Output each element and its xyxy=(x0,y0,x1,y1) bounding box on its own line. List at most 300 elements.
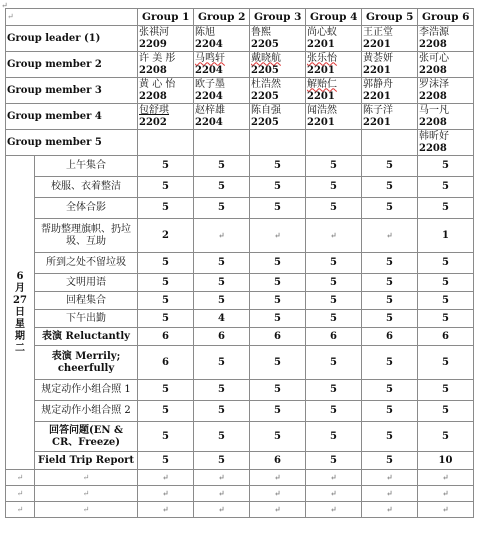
score-cell[interactable] xyxy=(306,198,362,219)
score-value: 5 xyxy=(386,294,393,306)
role-label[interactable]: Group member 5 xyxy=(6,130,138,156)
corner-paragraph-mark: ↵ xyxy=(1,1,8,10)
score-cell[interactable] xyxy=(138,502,194,518)
member-cell[interactable] xyxy=(138,52,194,78)
score-cell[interactable] xyxy=(250,502,306,518)
score-cell[interactable] xyxy=(250,219,306,253)
score-value: 5 xyxy=(162,312,169,324)
date-char: 期 xyxy=(15,330,25,342)
score-value: 5 xyxy=(442,294,449,306)
member-name: 陈自强 xyxy=(251,104,282,116)
score-value: 5 xyxy=(442,181,449,192)
score-cell[interactable] xyxy=(194,328,250,346)
score-cell[interactable] xyxy=(306,219,362,253)
score-value: 5 xyxy=(274,356,281,368)
score-value: 5 xyxy=(274,405,281,416)
score-cell[interactable] xyxy=(418,219,474,253)
class-code: 2201 xyxy=(307,116,335,128)
score-cell[interactable] xyxy=(362,198,418,219)
score-cell[interactable] xyxy=(362,156,418,177)
activity-row xyxy=(6,470,474,486)
activity-label[interactable] xyxy=(35,346,138,380)
cell-mark: ↵ xyxy=(274,230,281,240)
score-value: 5 xyxy=(442,257,449,268)
member-cell[interactable] xyxy=(418,130,474,156)
score-value: 5 xyxy=(386,454,393,466)
score-cell[interactable] xyxy=(250,401,306,422)
score-cell[interactable] xyxy=(138,310,194,328)
member-cell[interactable] xyxy=(362,78,418,104)
member-cell[interactable] xyxy=(362,26,418,52)
score-value: 5 xyxy=(274,276,281,288)
activity-row xyxy=(6,452,474,470)
member-cell[interactable] xyxy=(306,78,362,104)
score-value: 6 xyxy=(386,330,393,342)
score-value: 5 xyxy=(218,202,225,213)
score-cell[interactable] xyxy=(306,452,362,470)
class-code: 2205 xyxy=(251,64,279,76)
member-cell[interactable] xyxy=(194,78,250,104)
activity-row xyxy=(6,310,474,328)
score-value: 5 xyxy=(162,454,169,466)
role-label[interactable]: Group leader (1) xyxy=(6,26,138,52)
member-cell[interactable] xyxy=(418,78,474,104)
score-value: 5 xyxy=(386,202,393,213)
cell-mark: ↵ xyxy=(162,504,169,514)
score-cell[interactable] xyxy=(250,346,306,380)
cell-mark: ↵ xyxy=(330,230,337,240)
date-char: 6 xyxy=(16,270,24,282)
score-cell[interactable] xyxy=(306,274,362,292)
score-cell[interactable] xyxy=(250,292,306,310)
member-cell[interactable] xyxy=(250,130,306,156)
score-cell[interactable] xyxy=(306,156,362,177)
score-value: 5 xyxy=(274,312,281,324)
member-name: 赵梓雄 xyxy=(195,104,226,116)
activity-label[interactable] xyxy=(35,486,138,502)
score-value: 5 xyxy=(330,257,337,268)
score-cell[interactable] xyxy=(250,486,306,502)
score-cell[interactable] xyxy=(418,274,474,292)
score-cell[interactable] xyxy=(362,380,418,401)
class-code: 2208 xyxy=(419,142,447,154)
cell-mark: ↵ xyxy=(218,504,225,514)
score-cell[interactable] xyxy=(138,156,194,177)
score-value: 5 xyxy=(218,384,225,395)
score-value: 5 xyxy=(274,160,281,171)
score-cell[interactable] xyxy=(362,422,418,452)
member-cell[interactable] xyxy=(306,104,362,130)
score-cell[interactable] xyxy=(418,470,474,486)
activity-row xyxy=(6,156,474,177)
score-value: 6 xyxy=(274,454,281,466)
score-value: 5 xyxy=(218,276,225,288)
score-cell[interactable] xyxy=(362,292,418,310)
activity-label[interactable] xyxy=(35,401,138,422)
roster-row xyxy=(6,26,474,52)
activity-row xyxy=(6,219,474,253)
member-cell[interactable] xyxy=(418,26,474,52)
member-cell[interactable] xyxy=(138,130,194,156)
score-value: 5 xyxy=(274,430,281,442)
score-cell[interactable] xyxy=(362,310,418,328)
score-cell[interactable] xyxy=(194,219,250,253)
header-corner-cell[interactable] xyxy=(6,9,138,26)
member-name: 闻浩然 xyxy=(307,104,338,116)
member-name: 欧子墨 xyxy=(195,78,226,90)
score-cell[interactable] xyxy=(194,401,250,422)
score-cell[interactable] xyxy=(138,346,194,380)
score-cell[interactable] xyxy=(418,253,474,274)
score-cell[interactable] xyxy=(194,422,250,452)
member-name: 许 美 彤 xyxy=(139,52,176,64)
group-1-header[interactable]: Group 1 xyxy=(138,9,194,26)
score-cell[interactable] xyxy=(194,198,250,219)
member-cell[interactable] xyxy=(362,130,418,156)
member-cell[interactable] xyxy=(138,78,194,104)
score-value: 5 xyxy=(330,312,337,324)
member-cell[interactable] xyxy=(194,104,250,130)
score-value: 5 xyxy=(162,202,169,213)
score-cell[interactable] xyxy=(306,502,362,518)
score-value: 5 xyxy=(274,294,281,306)
group-6-header[interactable]: Group 6 xyxy=(418,9,474,26)
score-value: 5 xyxy=(218,356,225,368)
score-cell[interactable] xyxy=(194,310,250,328)
score-cell[interactable] xyxy=(362,328,418,346)
score-cell[interactable] xyxy=(194,470,250,486)
activity-row xyxy=(6,346,474,380)
score-cell[interactable] xyxy=(194,292,250,310)
activity-row xyxy=(6,502,474,518)
member-name: 马一凡 xyxy=(419,104,450,116)
score-cell[interactable] xyxy=(362,253,418,274)
score-cell[interactable] xyxy=(306,470,362,486)
cell-mark: ↵ xyxy=(274,488,281,498)
score-cell[interactable] xyxy=(418,401,474,422)
class-code: 2204 xyxy=(195,38,223,50)
date-char: 二 xyxy=(15,342,25,354)
member-name: 黄荟妍 xyxy=(363,52,394,64)
score-cell[interactable] xyxy=(250,380,306,401)
member-cell[interactable] xyxy=(138,104,194,130)
member-cell[interactable] xyxy=(250,78,306,104)
member-cell[interactable] xyxy=(306,130,362,156)
score-cell[interactable] xyxy=(250,452,306,470)
score-cell[interactable] xyxy=(138,401,194,422)
score-value: 4 xyxy=(218,312,225,324)
score-cell[interactable] xyxy=(362,274,418,292)
activity-label[interactable] xyxy=(35,380,138,401)
blank-date-cell[interactable] xyxy=(6,470,35,486)
score-cell[interactable] xyxy=(418,422,474,452)
table-body xyxy=(6,9,474,518)
activity-label[interactable] xyxy=(35,253,138,274)
score-cell[interactable] xyxy=(138,470,194,486)
activity-row xyxy=(6,253,474,274)
activity-row xyxy=(6,328,474,346)
member-cell[interactable] xyxy=(138,26,194,52)
score-cell[interactable] xyxy=(138,486,194,502)
score-cell[interactable] xyxy=(418,177,474,198)
activity-label[interactable] xyxy=(35,292,138,310)
score-value: 6 xyxy=(330,330,337,342)
score-value: 5 xyxy=(274,384,281,395)
score-value: 5 xyxy=(330,430,337,442)
score-cell[interactable] xyxy=(306,422,362,452)
score-cell[interactable] xyxy=(418,292,474,310)
score-cell[interactable] xyxy=(418,310,474,328)
class-code: 2201 xyxy=(363,64,391,76)
member-cell[interactable] xyxy=(194,26,250,52)
member-name: 张乐怡 xyxy=(307,52,338,64)
member-cell[interactable] xyxy=(250,26,306,52)
activity-label-text: 回程集合 xyxy=(66,294,106,306)
score-cell[interactable] xyxy=(418,156,474,177)
activity-label-text: 校服、衣着整洁 xyxy=(51,181,121,192)
score-cell[interactable] xyxy=(138,274,194,292)
score-cell[interactable] xyxy=(418,380,474,401)
role-label[interactable]: Group member 3 xyxy=(6,78,138,104)
activity-label[interactable] xyxy=(35,219,138,253)
score-value: 5 xyxy=(330,202,337,213)
score-cell[interactable] xyxy=(250,274,306,292)
cell-mark: ↵ xyxy=(386,230,393,240)
score-value: 5 xyxy=(386,405,393,416)
activity-label-text: 上午集合 xyxy=(66,160,106,171)
activity-row xyxy=(6,486,474,502)
cell-mark: ↵ xyxy=(16,472,24,482)
score-cell[interactable] xyxy=(138,198,194,219)
score-cell[interactable] xyxy=(194,502,250,518)
member-name: 张祺河 xyxy=(139,26,170,38)
score-cell[interactable] xyxy=(194,253,250,274)
score-value: 5 xyxy=(218,294,225,306)
date-char: 27 xyxy=(13,294,27,306)
activity-label[interactable] xyxy=(35,310,138,328)
score-value: 5 xyxy=(330,160,337,171)
group-3-header[interactable]: Group 3 xyxy=(250,9,306,26)
score-cell[interactable] xyxy=(138,292,194,310)
member-name: 包舒琪 xyxy=(139,104,170,116)
score-cell[interactable] xyxy=(138,219,194,253)
activity-label[interactable] xyxy=(35,452,138,470)
activity-label-text: 全体合影 xyxy=(66,202,106,213)
score-value: 5 xyxy=(330,294,337,306)
member-cell[interactable] xyxy=(250,52,306,78)
score-cell[interactable] xyxy=(250,177,306,198)
score-cell[interactable] xyxy=(418,486,474,502)
score-cell[interactable] xyxy=(250,198,306,219)
score-cell[interactable] xyxy=(194,274,250,292)
activity-label-text: Field Trip Report xyxy=(38,454,135,466)
score-value: 6 xyxy=(162,356,169,368)
score-cell[interactable] xyxy=(306,346,362,380)
cell-mark: ↵ xyxy=(82,488,90,498)
score-value: 5 xyxy=(274,181,281,192)
date-char: 星 xyxy=(15,318,25,330)
score-value: 6 xyxy=(218,330,225,342)
class-code: 2209 xyxy=(139,38,167,50)
score-cell[interactable] xyxy=(362,502,418,518)
score-value: 5 xyxy=(386,356,393,368)
score-cell[interactable] xyxy=(362,401,418,422)
blank-date-cell[interactable] xyxy=(6,502,35,518)
score-cell[interactable] xyxy=(194,486,250,502)
score-value: 5 xyxy=(218,181,225,192)
activity-row xyxy=(6,401,474,422)
score-cell[interactable] xyxy=(250,328,306,346)
cell-mark: ↵ xyxy=(218,472,225,482)
score-cell[interactable] xyxy=(138,177,194,198)
score-value: 5 xyxy=(162,276,169,288)
blank-date-cell[interactable] xyxy=(6,486,35,502)
member-cell[interactable] xyxy=(194,130,250,156)
score-cell[interactable] xyxy=(138,253,194,274)
activity-label-text: 规定动作小组合照 2 xyxy=(41,405,131,416)
member-cell[interactable] xyxy=(250,104,306,130)
score-cell[interactable] xyxy=(250,422,306,452)
score-cell[interactable] xyxy=(362,177,418,198)
cell-mark: ↵ xyxy=(442,488,449,498)
member-cell[interactable] xyxy=(194,52,250,78)
activity-label-text: 回答问题(EN & CR、Freeze) xyxy=(49,424,124,448)
score-cell[interactable] xyxy=(306,401,362,422)
score-cell[interactable] xyxy=(418,198,474,219)
member-name: 郭静舟 xyxy=(363,78,394,90)
activity-label-text: 表演 Reluctantly xyxy=(42,330,130,342)
score-value: 5 xyxy=(162,430,169,442)
class-code: 2201 xyxy=(307,90,335,102)
member-name xyxy=(251,131,304,143)
score-cell[interactable] xyxy=(194,156,250,177)
score-cell[interactable] xyxy=(306,177,362,198)
score-cell[interactable] xyxy=(362,486,418,502)
activity-label[interactable] xyxy=(35,502,138,518)
member-cell[interactable] xyxy=(418,52,474,78)
score-cell[interactable] xyxy=(138,380,194,401)
score-value: 5 xyxy=(330,356,337,368)
member-name: 尚心蚁 xyxy=(307,26,338,38)
score-cell[interactable] xyxy=(194,346,250,380)
activity-row xyxy=(6,274,474,292)
class-code: 2201 xyxy=(363,38,391,50)
roster-row xyxy=(6,52,474,78)
score-value: 5 xyxy=(442,405,449,416)
member-name xyxy=(307,131,360,143)
cell-mark: ↵ xyxy=(330,472,337,482)
score-cell[interactable] xyxy=(418,346,474,380)
score-value: 5 xyxy=(162,405,169,416)
score-cell[interactable] xyxy=(418,502,474,518)
member-cell[interactable] xyxy=(362,52,418,78)
score-cell[interactable] xyxy=(306,253,362,274)
activity-label[interactable] xyxy=(35,470,138,486)
cell-mark: ↵ xyxy=(7,12,14,21)
member-cell[interactable] xyxy=(306,26,362,52)
class-code: 2204 xyxy=(195,116,223,128)
score-cell[interactable] xyxy=(250,310,306,328)
activity-label[interactable] xyxy=(35,198,138,219)
class-code: 2201 xyxy=(307,64,335,76)
score-value: 5 xyxy=(442,202,449,213)
activity-row xyxy=(6,380,474,401)
cell-mark: ↵ xyxy=(442,504,449,514)
score-cell[interactable] xyxy=(362,219,418,253)
score-value: 5 xyxy=(330,454,337,466)
class-code xyxy=(251,143,304,155)
group-5-header[interactable]: Group 5 xyxy=(362,9,418,26)
roster-row xyxy=(6,130,474,156)
score-value: 10 xyxy=(438,454,453,466)
member-cell[interactable] xyxy=(306,52,362,78)
score-cell[interactable] xyxy=(250,253,306,274)
score-cell[interactable] xyxy=(362,452,418,470)
class-code: 2208 xyxy=(419,64,447,76)
score-cell[interactable] xyxy=(362,346,418,380)
class-code: 2208 xyxy=(139,90,167,102)
group-2-header[interactable]: Group 2 xyxy=(194,9,250,26)
cell-mark: ↵ xyxy=(162,488,169,498)
activity-label[interactable] xyxy=(35,422,138,452)
role-label[interactable]: Group member 4 xyxy=(6,104,138,130)
activity-label[interactable] xyxy=(35,177,138,198)
class-code xyxy=(363,143,416,155)
member-cell[interactable] xyxy=(418,104,474,130)
score-cell[interactable] xyxy=(362,470,418,486)
member-name xyxy=(139,131,192,143)
score-cell[interactable] xyxy=(194,380,250,401)
score-cell[interactable] xyxy=(138,328,194,346)
activity-label-text: 表演 Merrily; cheerfully xyxy=(51,350,121,374)
activity-label[interactable] xyxy=(35,328,138,346)
score-value: 5 xyxy=(442,356,449,368)
class-code: 2208 xyxy=(419,116,447,128)
score-cell[interactable] xyxy=(138,452,194,470)
member-name xyxy=(363,131,416,143)
cell-mark: ↵ xyxy=(386,488,393,498)
class-code: 2201 xyxy=(363,90,391,102)
score-cell[interactable] xyxy=(138,422,194,452)
cell-mark: ↵ xyxy=(16,488,24,498)
score-cell[interactable] xyxy=(418,452,474,470)
score-cell[interactable] xyxy=(306,292,362,310)
score-cell[interactable] xyxy=(306,380,362,401)
score-cell[interactable] xyxy=(306,486,362,502)
score-cell[interactable] xyxy=(250,470,306,486)
date-char: 月 xyxy=(15,282,25,294)
score-cell[interactable] xyxy=(306,328,362,346)
activity-row xyxy=(6,198,474,219)
date-cell xyxy=(6,156,35,470)
member-name: 陈子洋 xyxy=(363,104,394,116)
class-code: 2202 xyxy=(139,116,167,128)
header-row xyxy=(6,9,474,26)
score-value: 5 xyxy=(162,181,169,192)
member-cell[interactable] xyxy=(362,104,418,130)
group-4-header[interactable]: Group 4 xyxy=(306,9,362,26)
activity-label[interactable] xyxy=(35,156,138,177)
activity-label[interactable] xyxy=(35,274,138,292)
score-cell[interactable] xyxy=(418,328,474,346)
score-cell[interactable] xyxy=(306,310,362,328)
score-cell[interactable] xyxy=(250,156,306,177)
score-cell[interactable] xyxy=(194,452,250,470)
score-cell[interactable] xyxy=(194,177,250,198)
score-value: 5 xyxy=(330,384,337,395)
role-label[interactable]: Group member 2 xyxy=(6,52,138,78)
class-code xyxy=(139,143,192,155)
